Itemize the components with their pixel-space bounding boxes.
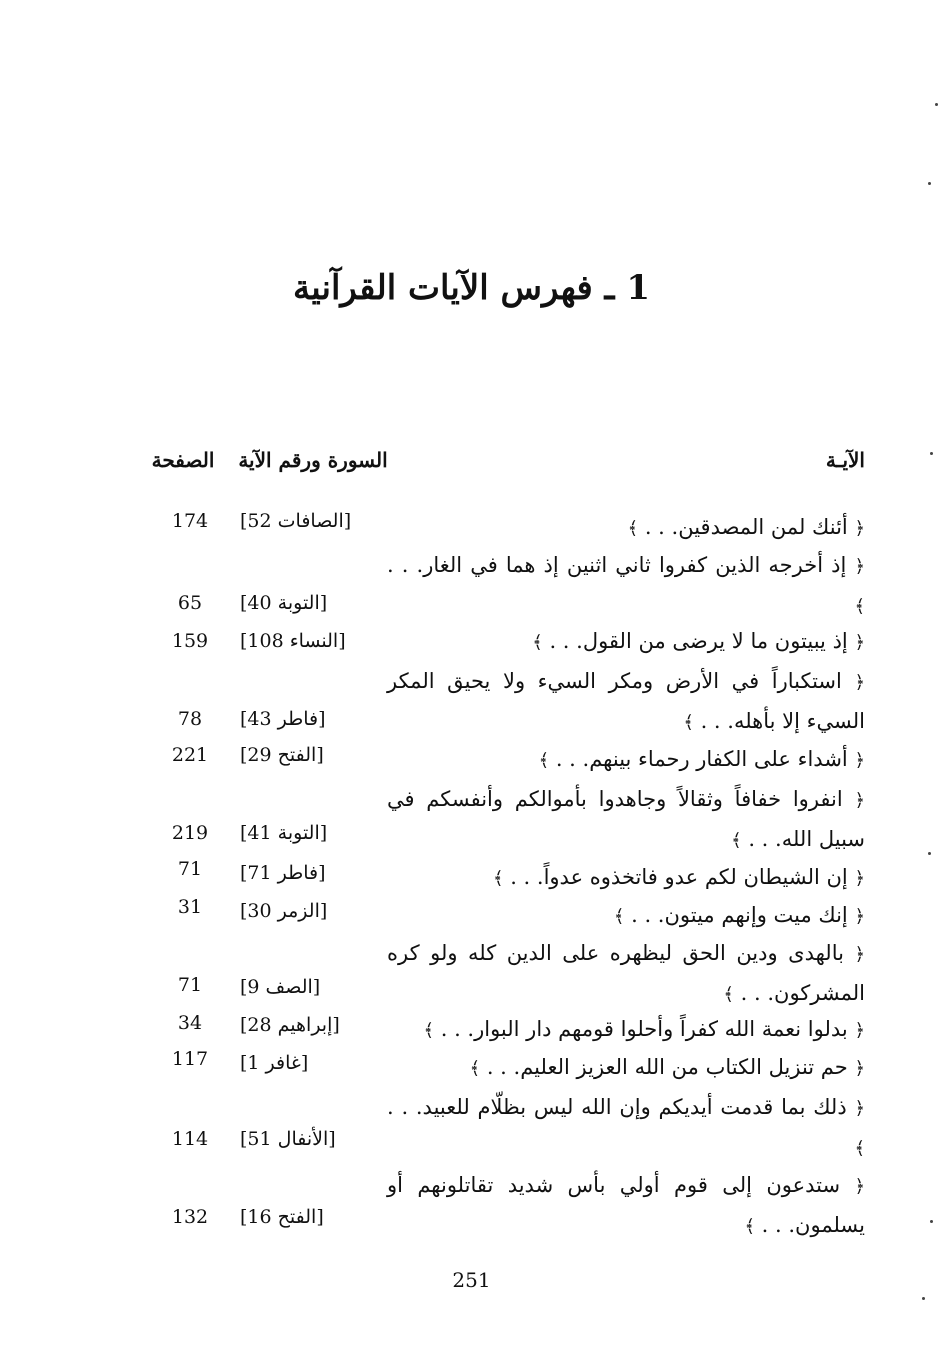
ayah-text: ﴿ بدلوا نعمة الله كفراً وأحلوا قومهم دار البوار. . . ﴾: [423, 1017, 865, 1041]
scan-speck: [930, 452, 933, 455]
scan-speck: [928, 852, 931, 855]
page-number: 114: [171, 1128, 209, 1150]
page-number: 65: [177, 592, 203, 614]
surah-reference: [التوبة 40]: [240, 592, 328, 614]
column-header-ayah: الآيـة: [825, 448, 865, 472]
surah-reference: [غافر 1]: [240, 1052, 309, 1074]
surah-reference: [الزمر 30]: [240, 900, 328, 922]
page-folio-number: 251: [452, 1268, 491, 1292]
surah-reference: [الصافات 52]: [240, 510, 352, 532]
surah-reference: [التوبة 41]: [240, 822, 328, 844]
scan-speck: [930, 1220, 933, 1223]
surah-reference: [الصف 9]: [240, 976, 321, 998]
ayah-text: ﴿ إذ يبيتون ما لا يرضى من القول. . . ﴾: [532, 629, 865, 653]
page-number: 159: [171, 630, 209, 652]
ayah-text: ﴿ أشداء على الكفار رحماء بينهم. . . ﴾: [538, 747, 865, 771]
surah-reference: [الأنفال 51]: [240, 1128, 336, 1150]
surah-reference: [فاطر 71]: [240, 862, 326, 884]
column-header-page: الصفحة: [151, 448, 215, 472]
surah-reference: [النساء 108]: [240, 630, 346, 652]
ayah-text: ﴿ ستدعون إلى قوم أولي بأس شديد تقاتلونهم أو يسلمون. . . ﴾: [387, 1173, 865, 1237]
ayah-text: ﴿ أئنك لمن المصدقين. . . ﴾: [627, 515, 865, 539]
page-number: 174: [171, 510, 209, 532]
ayah-text: ﴿ انفروا خفافاً وثقالاً وجاهدوا بأموالكم وأنفسكم في سبيل الله. . . ﴾: [387, 787, 865, 851]
surah-reference: [الفتح 16]: [240, 1206, 324, 1228]
surah-reference: [فاطر 43]: [240, 708, 326, 730]
page-title: 1 ـ فهرس الآيات القرآنية: [293, 268, 650, 308]
ayah-text: ﴿ إن الشيطان لكم عدو فاتخذوه عدواً. . . ﴾: [492, 865, 865, 889]
page-number: 31: [177, 896, 203, 918]
scan-speck: [922, 1297, 925, 1300]
column-header-surah: السورة ورقم الآية: [238, 448, 388, 472]
page-number: 117: [171, 1048, 209, 1070]
ayah-text: ﴿ إنك ميت وإنهم ميتون. . . ﴾: [613, 903, 865, 927]
ayah-text: ﴿ استكباراً في الأرض ومكر السيء ولا يحيق المكر السيء إلا بأهله. . . ﴾: [387, 669, 866, 733]
page-number: 221: [171, 744, 209, 766]
page-number: 34: [177, 1012, 203, 1034]
ayah-text: ﴿ إذ أخرجه الذين كفروا ثاني اثنين إذ هما في الغار. . . ﴾: [387, 553, 865, 617]
page-number: 78: [177, 708, 203, 730]
scan-speck: [935, 103, 938, 106]
ayah-text: ﴿ حم تنزيل الكتاب من الله العزيز العليم. . . ﴾: [469, 1055, 865, 1079]
scan-speck: [928, 182, 931, 185]
page-number: 132: [171, 1206, 209, 1228]
ayah-text: ﴿ بالهدى ودين الحق ليظهره على الدين كله ولو كره المشركون. . . ﴾: [387, 941, 865, 1005]
page-number: 71: [177, 858, 203, 880]
page-number: 71: [177, 974, 203, 996]
page-number: 219: [171, 822, 209, 844]
surah-reference: [الفتح 29]: [240, 744, 324, 766]
ayah-text: ﴿ ذلك بما قدمت أيديكم وإن الله ليس بظلّام للعبيد. . . ﴾: [387, 1095, 865, 1159]
surah-reference: [إبراهيم 28]: [240, 1014, 340, 1036]
